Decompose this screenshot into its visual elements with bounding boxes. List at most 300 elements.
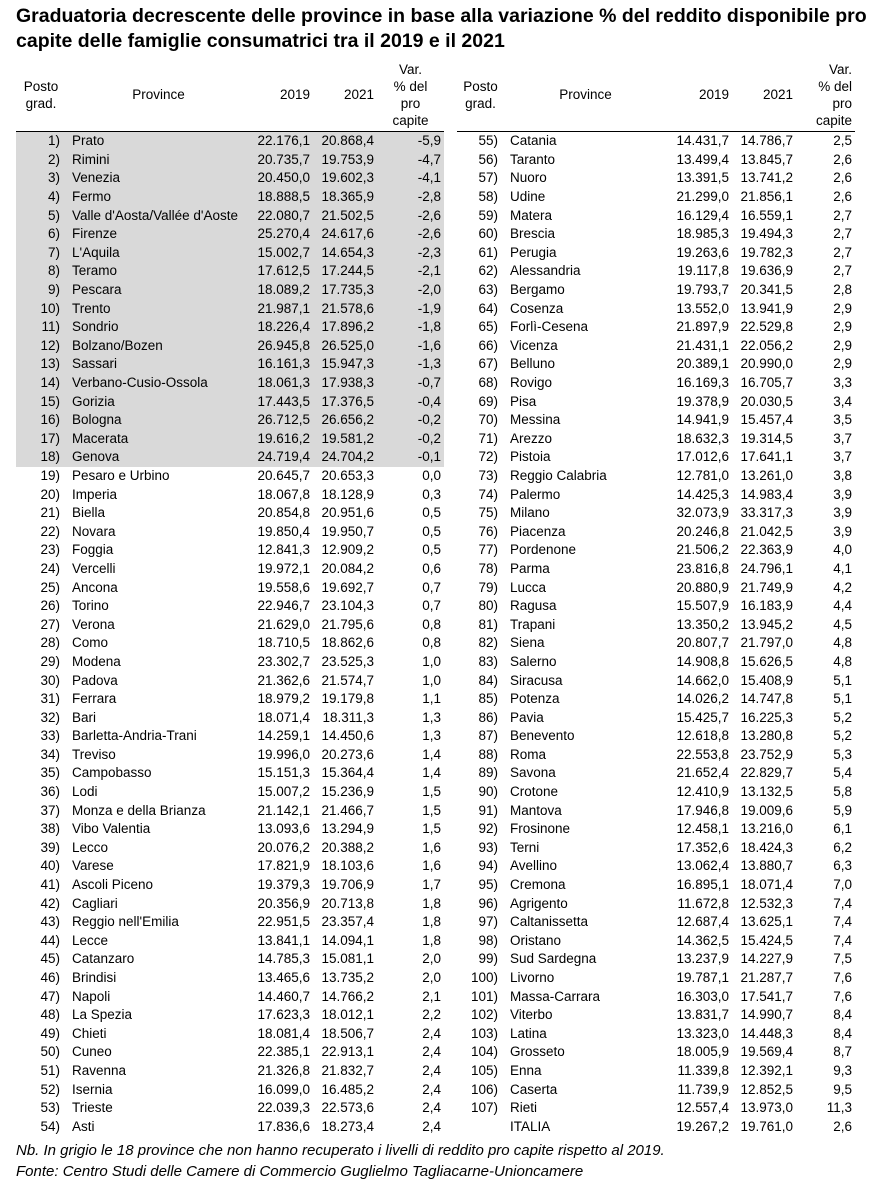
cell-rank: 52) — [40, 1081, 60, 1097]
cell-rank: 45) — [40, 951, 60, 967]
cell-rank: 72) — [478, 449, 498, 465]
cell-2021: 24.796,1 — [740, 560, 793, 576]
cell-var: 1,6 — [422, 839, 441, 855]
cell-var: 0,5 — [422, 542, 441, 558]
cell-2019: 19.263,6 — [676, 244, 729, 260]
cell-var: 1,6 — [422, 858, 441, 874]
cell-var: -2,6 — [377, 206, 444, 225]
cell-province: Rovigo — [510, 375, 553, 391]
cell-2019: 21.652,4 — [676, 765, 729, 781]
cell-2019: 18.226,4 — [251, 318, 313, 337]
header-var: Var. % del pro capite — [796, 58, 855, 132]
cell-rank: 7) — [16, 244, 66, 263]
cell-2019: 15.507,9 — [676, 598, 729, 614]
table-row — [16, 151, 444, 170]
cell-2019: 18.089,2 — [251, 281, 313, 300]
cell-2021: 19.753,9 — [313, 151, 377, 170]
cell-2019: 18.067,8 — [257, 486, 310, 502]
header-rank: Posto grad. — [16, 58, 66, 132]
cell-var: 2,1 — [422, 988, 441, 1004]
cell-province: Parma — [510, 560, 550, 576]
cell-rank: 42) — [40, 895, 60, 911]
cell-2021: 13.880,7 — [740, 858, 793, 874]
cell-2019: 18.005,9 — [676, 1044, 729, 1060]
table-row — [16, 690, 444, 709]
table-row — [457, 188, 855, 207]
cell-2021: 19.314,5 — [740, 430, 793, 446]
cell-rank: 77) — [478, 542, 498, 558]
cell-rank: 97) — [478, 914, 498, 930]
table-row — [16, 560, 444, 579]
cell-rank: 100) — [470, 970, 498, 986]
table-row — [16, 522, 444, 541]
cell-province: Treviso — [72, 746, 116, 762]
cell-2021: 18.273,4 — [321, 1118, 374, 1134]
table-row — [457, 225, 855, 244]
cell-rank: 54) — [40, 1118, 60, 1134]
cell-2021: 17.735,3 — [313, 281, 377, 300]
table-row — [16, 299, 444, 318]
cell-rank: 58) — [478, 189, 498, 205]
cell-2019: 19.378,9 — [676, 393, 729, 409]
cell-2019: 19.996,0 — [257, 746, 310, 762]
cell-province: Bologna — [66, 411, 251, 430]
table-row — [16, 169, 444, 188]
cell-2019: 12.687,4 — [676, 914, 729, 930]
table-row — [457, 467, 855, 486]
cell-var: -0,2 — [377, 430, 444, 449]
cell-var: -0,7 — [377, 374, 444, 393]
cell-2021: 20.868,4 — [313, 132, 377, 151]
cell-2019: 20.389,1 — [676, 356, 729, 372]
cell-var: 9,3 — [833, 1062, 852, 1078]
cell-rank: 88) — [478, 746, 498, 762]
cell-2021: 14.990,7 — [740, 1007, 793, 1023]
cell-rank: 106) — [470, 1081, 498, 1097]
cell-province: Palermo — [510, 486, 561, 502]
cell-2021: 18.128,9 — [321, 486, 374, 502]
cell-rank: 32) — [40, 709, 60, 725]
cell-2019: 22.951,5 — [257, 914, 310, 930]
cell-rank: 40) — [40, 858, 60, 874]
cell-rank: 56) — [478, 151, 498, 167]
cell-2019: 17.612,5 — [251, 262, 313, 281]
cell-2019: 15.425,7 — [676, 709, 729, 725]
cell-province: Sondrio — [66, 318, 251, 337]
cell-rank: 59) — [478, 207, 498, 223]
cell-2019: 17.012,6 — [676, 449, 729, 465]
cell-var: -1,6 — [377, 337, 444, 356]
cell-var: -1,3 — [377, 355, 444, 374]
cell-2019: 13.499,4 — [676, 151, 729, 167]
cell-2019: 19.267,2 — [676, 1118, 729, 1134]
cell-rank: 89) — [478, 765, 498, 781]
table-header-row — [457, 58, 855, 132]
cell-var: 3,3 — [833, 375, 852, 391]
cell-2019: 13.552,0 — [676, 300, 729, 316]
table-row — [16, 281, 444, 300]
cell-var: 7,4 — [833, 932, 852, 948]
cell-var: 0,3 — [422, 486, 441, 502]
cell-2021: 16.225,3 — [740, 709, 793, 725]
cell-2019: 18.710,5 — [257, 635, 310, 651]
table-row — [16, 355, 444, 374]
cell-rank: 16) — [16, 411, 66, 430]
cell-2021: 21.574,7 — [321, 672, 374, 688]
cell-var: 2,6 — [833, 1118, 852, 1134]
cell-rank: 90) — [478, 784, 498, 800]
cell-2021: 15.457,4 — [740, 412, 793, 428]
cell-var: 2,2 — [422, 1007, 441, 1023]
cell-2019: 21.299,0 — [676, 189, 729, 205]
cell-province: Forlì-Cesena — [510, 319, 589, 335]
table-header-row — [16, 58, 444, 132]
cell-rank: 48) — [40, 1007, 60, 1023]
cell-province: Benevento — [510, 728, 575, 744]
cell-2019: 17.821,9 — [257, 858, 310, 874]
cell-rank: 19) — [40, 467, 60, 483]
cell-rank: 11) — [16, 318, 66, 337]
cell-var: -2,1 — [377, 262, 444, 281]
cell-2019: 16.161,3 — [251, 355, 313, 374]
cell-2021: 17.641,1 — [740, 449, 793, 465]
cell-2021: 12.852,5 — [740, 1081, 793, 1097]
cell-2021: 19.569,4 — [740, 1044, 793, 1060]
cell-2019: 20.356,9 — [257, 895, 310, 911]
cell-2019: 20.807,7 — [676, 635, 729, 651]
cell-2021: 13.261,0 — [740, 467, 793, 483]
cell-2021: 24.704,2 — [313, 448, 377, 467]
cell-2019: 13.391,5 — [676, 170, 729, 186]
cell-2021: 15.424,5 — [740, 932, 793, 948]
cell-rank: 87) — [478, 728, 498, 744]
cell-2021: 18.862,6 — [321, 635, 374, 651]
cell-2021: 13.294,9 — [321, 821, 374, 837]
table-row — [457, 950, 855, 969]
cell-2019: 13.062,4 — [676, 858, 729, 874]
cell-province: Valle d'Aosta/Vallée d'Aoste — [66, 206, 251, 225]
cell-rank: 36) — [40, 784, 60, 800]
cell-2019: 11.339,8 — [677, 1062, 729, 1078]
table-row — [16, 597, 444, 616]
cell-rank: 102) — [470, 1007, 498, 1023]
cell-2019: 12.841,3 — [257, 542, 310, 558]
cell-var: -0,1 — [377, 448, 444, 467]
cell-rank: 53) — [40, 1100, 60, 1116]
table-row — [457, 578, 855, 597]
cell-province: Imperia — [72, 486, 118, 502]
header-2021: 2021 — [313, 58, 377, 132]
cell-province: Asti — [72, 1118, 95, 1134]
cell-rank: 34) — [40, 746, 60, 762]
cell-rank: 71) — [478, 430, 498, 446]
table-row — [457, 355, 855, 374]
cell-province: Latina — [510, 1025, 547, 1041]
table-row — [16, 411, 444, 430]
cell-2019: 17.443,5 — [251, 392, 313, 411]
table-row — [457, 392, 855, 411]
cell-2019: 12.781,0 — [676, 467, 729, 483]
cell-rank: 18) — [16, 448, 66, 467]
cell-var: 2,7 — [833, 226, 852, 242]
cell-2021: 21.578,6 — [313, 299, 377, 318]
cell-var: 8,7 — [833, 1044, 852, 1060]
cell-var: 3,7 — [833, 430, 852, 446]
cell-var: 1,7 — [422, 877, 441, 893]
cell-province: Cagliari — [72, 895, 118, 911]
cell-2021: 21.797,0 — [740, 635, 793, 651]
table-row — [16, 932, 444, 951]
cell-2021: 13.973,0 — [740, 1100, 793, 1116]
cell-var: 2,4 — [422, 1062, 441, 1078]
table-row — [16, 801, 444, 820]
cell-var: 3,9 — [833, 523, 852, 539]
cell-province: Ancona — [72, 579, 118, 595]
table-row — [16, 448, 444, 467]
cell-2021: 18.012,1 — [321, 1007, 374, 1023]
cell-2019: 12.410,9 — [676, 784, 729, 800]
cell-province: Bolzano/Bozen — [66, 337, 251, 356]
cell-rank: 93) — [478, 839, 498, 855]
table-row — [457, 671, 855, 690]
table-row — [457, 1006, 855, 1025]
cell-2021: 19.602,3 — [313, 169, 377, 188]
cell-rank: 80) — [478, 598, 498, 614]
cell-2021: 13.845,7 — [740, 151, 793, 167]
table-row — [457, 299, 855, 318]
table-row — [16, 1006, 444, 1025]
cell-province: Biella — [72, 505, 106, 521]
cell-province: Trieste — [72, 1100, 113, 1116]
cell-var: 0,8 — [422, 616, 441, 632]
table-row — [16, 318, 444, 337]
table-row — [16, 653, 444, 672]
table-row — [457, 541, 855, 560]
cell-2021: 22.573,6 — [321, 1100, 374, 1116]
cell-2019: 16.129,4 — [676, 207, 729, 223]
cell-var: 1,5 — [422, 784, 441, 800]
cell-2021: 17.244,5 — [313, 262, 377, 281]
cell-var: 1,3 — [422, 709, 441, 725]
cell-2021: 14.448,3 — [740, 1025, 793, 1041]
cell-2019: 22.553,8 — [676, 746, 729, 762]
cell-province: ITALIA — [510, 1118, 551, 1134]
table-row — [457, 522, 855, 541]
cell-2021: 14.227,9 — [740, 951, 793, 967]
cell-var: 2,7 — [833, 207, 852, 223]
cell-rank: 55) — [478, 133, 498, 149]
cell-2019: 17.623,3 — [257, 1007, 310, 1023]
table-row — [457, 374, 855, 393]
cell-2019: 20.735,7 — [251, 151, 313, 170]
cell-2019: 26.945,8 — [251, 337, 313, 356]
cell-province: La Spezia — [72, 1007, 133, 1023]
cell-rank: 82) — [478, 635, 498, 651]
cell-2021: 20.990,0 — [740, 356, 793, 372]
table-row — [457, 169, 855, 188]
cell-2021: 22.529,8 — [740, 319, 793, 335]
cell-2021: 22.363,9 — [740, 542, 793, 558]
cell-2019: 14.785,3 — [257, 951, 310, 967]
cell-province: Mantova — [510, 802, 562, 818]
cell-rank: 74) — [478, 486, 498, 502]
cell-var: 2,8 — [833, 282, 852, 298]
cell-2019: 13.831,7 — [676, 1007, 729, 1023]
cell-2019: 14.908,8 — [676, 653, 729, 669]
cell-var: 9,5 — [833, 1081, 852, 1097]
cell-2021: 21.856,1 — [740, 189, 793, 205]
cell-var: 0,7 — [422, 598, 441, 614]
ranking-table-right — [457, 58, 855, 1136]
cell-var: 7,4 — [833, 895, 852, 911]
cell-2021: 23.525,3 — [321, 653, 374, 669]
cell-province: Ferrara — [72, 691, 117, 707]
cell-2019: 21.897,9 — [676, 319, 729, 335]
cell-var: 2,6 — [833, 189, 852, 205]
cell-2021: 26.525,0 — [313, 337, 377, 356]
cell-var: 8,4 — [833, 1007, 852, 1023]
cell-var: 7,0 — [833, 877, 852, 893]
cell-2019: 22.385,1 — [257, 1044, 310, 1060]
cell-province: Varese — [72, 858, 114, 874]
cell-province: Foggia — [72, 542, 114, 558]
table-row — [457, 615, 855, 634]
cell-2021: 18.103,6 — [321, 858, 374, 874]
cell-province: Sud Sardegna — [510, 951, 597, 967]
footnote-note: Nb. In grigio le 18 province che non hanno recuperato i livelli di reddito pro capite rispetto al 2019. — [16, 1142, 665, 1159]
cell-var: -5,9 — [377, 132, 444, 151]
table-row — [16, 225, 444, 244]
cell-2021: 24.617,6 — [313, 225, 377, 244]
cell-var: 2,5 — [833, 133, 852, 149]
cell-2019: 25.270,4 — [251, 225, 313, 244]
cell-2019: 13.350,2 — [676, 616, 729, 632]
cell-rank: 64) — [478, 300, 498, 316]
cell-2019: 21.326,8 — [257, 1062, 310, 1078]
cell-2019: 12.618,8 — [676, 728, 729, 744]
cell-2021: 16.485,2 — [321, 1081, 374, 1097]
cell-var: 1,5 — [422, 821, 441, 837]
cell-2021: 21.287,7 — [740, 970, 793, 986]
table-row — [16, 541, 444, 560]
cell-2019: 14.941,9 — [676, 412, 729, 428]
cell-2019: 15.007,2 — [257, 784, 310, 800]
cell-rank: 38) — [40, 821, 60, 837]
cell-var: 1,8 — [422, 914, 441, 930]
cell-var: -2,0 — [377, 281, 444, 300]
cell-rank: 104) — [470, 1044, 498, 1060]
cell-2019: 13.465,6 — [257, 970, 310, 986]
cell-var: 3,7 — [833, 449, 852, 465]
cell-2021: 20.713,8 — [321, 895, 374, 911]
cell-var: 2,9 — [833, 356, 852, 372]
table-row — [16, 504, 444, 523]
cell-province: Isernia — [72, 1081, 113, 1097]
cell-rank: 46) — [40, 970, 60, 986]
cell-province: Arezzo — [510, 430, 553, 446]
cell-var: 2,4 — [422, 1025, 441, 1041]
table-row — [457, 1043, 855, 1062]
table-row — [16, 337, 444, 356]
cell-province: Vibo Valentia — [72, 821, 151, 837]
cell-2021: 18.071,4 — [740, 877, 793, 893]
table-row — [16, 485, 444, 504]
table-row — [457, 1099, 855, 1118]
cell-var: -4,7 — [377, 151, 444, 170]
cell-province: Verbano-Cusio-Ossola — [66, 374, 251, 393]
cell-province: Pisa — [510, 393, 537, 409]
cell-rank: 26) — [40, 598, 60, 614]
cell-2019: 14.026,2 — [676, 691, 729, 707]
cell-province: Pesaro e Urbino — [72, 467, 170, 483]
cell-province: Verona — [72, 616, 115, 632]
table-row — [457, 411, 855, 430]
cell-rank: 29) — [40, 653, 60, 669]
cell-rank — [457, 1117, 504, 1136]
cell-rank: 69) — [478, 393, 498, 409]
cell-rank: 44) — [40, 932, 60, 948]
cell-var: 3,5 — [833, 412, 852, 428]
cell-2019: 14.460,7 — [257, 988, 310, 1004]
cell-province: Ravenna — [72, 1062, 127, 1078]
cell-2019: 32.073,9 — [676, 505, 729, 521]
cell-2021: 19.009,6 — [740, 802, 793, 818]
table-row — [16, 244, 444, 263]
cell-province: Sassari — [66, 355, 251, 374]
table-row — [457, 485, 855, 504]
cell-2021: 14.786,7 — [740, 133, 793, 149]
page-title: Graduatoria decrescente delle province in base alla variazione % del reddito disponibile pro capite delle famiglie consumatrici tra il 2019 e il 2021 — [16, 5, 867, 52]
table-row — [16, 839, 444, 858]
cell-rank: 47) — [40, 988, 60, 1004]
cell-var: 4,8 — [833, 635, 852, 651]
cell-2019: 17.836,6 — [257, 1118, 310, 1134]
cell-province: Teramo — [66, 262, 251, 281]
cell-rank: 41) — [40, 877, 60, 893]
cell-2021: 17.376,5 — [313, 392, 377, 411]
cell-2021: 20.341,5 — [740, 282, 793, 298]
cell-var: 0,0 — [422, 467, 441, 483]
table-row — [16, 188, 444, 207]
cell-2019: 14.362,5 — [676, 932, 729, 948]
cell-2021: 23.357,4 — [321, 914, 374, 930]
cell-rank: 35) — [40, 765, 60, 781]
table-row — [457, 504, 855, 523]
cell-province: Taranto — [510, 151, 556, 167]
table-row — [16, 467, 444, 486]
cell-2019: 18.081,4 — [257, 1025, 310, 1041]
cell-var: 2,4 — [422, 1118, 441, 1134]
cell-province: Trapani — [510, 616, 556, 632]
cell-2021: 19.581,2 — [313, 430, 377, 449]
cell-province: Venezia — [66, 169, 251, 188]
cell-2019: 19.793,7 — [676, 282, 729, 298]
cell-rank: 85) — [478, 691, 498, 707]
cell-rank: 92) — [478, 821, 498, 837]
cell-2021: 21.749,9 — [740, 579, 793, 595]
cell-2021: 19.692,7 — [321, 579, 374, 595]
cell-2019: 19.616,2 — [251, 430, 313, 449]
cell-2021: 12.532,3 — [740, 895, 793, 911]
cell-province: Bari — [72, 709, 97, 725]
table-row — [16, 262, 444, 281]
cell-province: Trento — [66, 299, 251, 318]
cell-province: Livorno — [510, 970, 555, 986]
cell-province: Agrigento — [510, 895, 568, 911]
table-row — [16, 206, 444, 225]
cell-2021: 19.706,9 — [321, 877, 374, 893]
table-row — [16, 894, 444, 913]
